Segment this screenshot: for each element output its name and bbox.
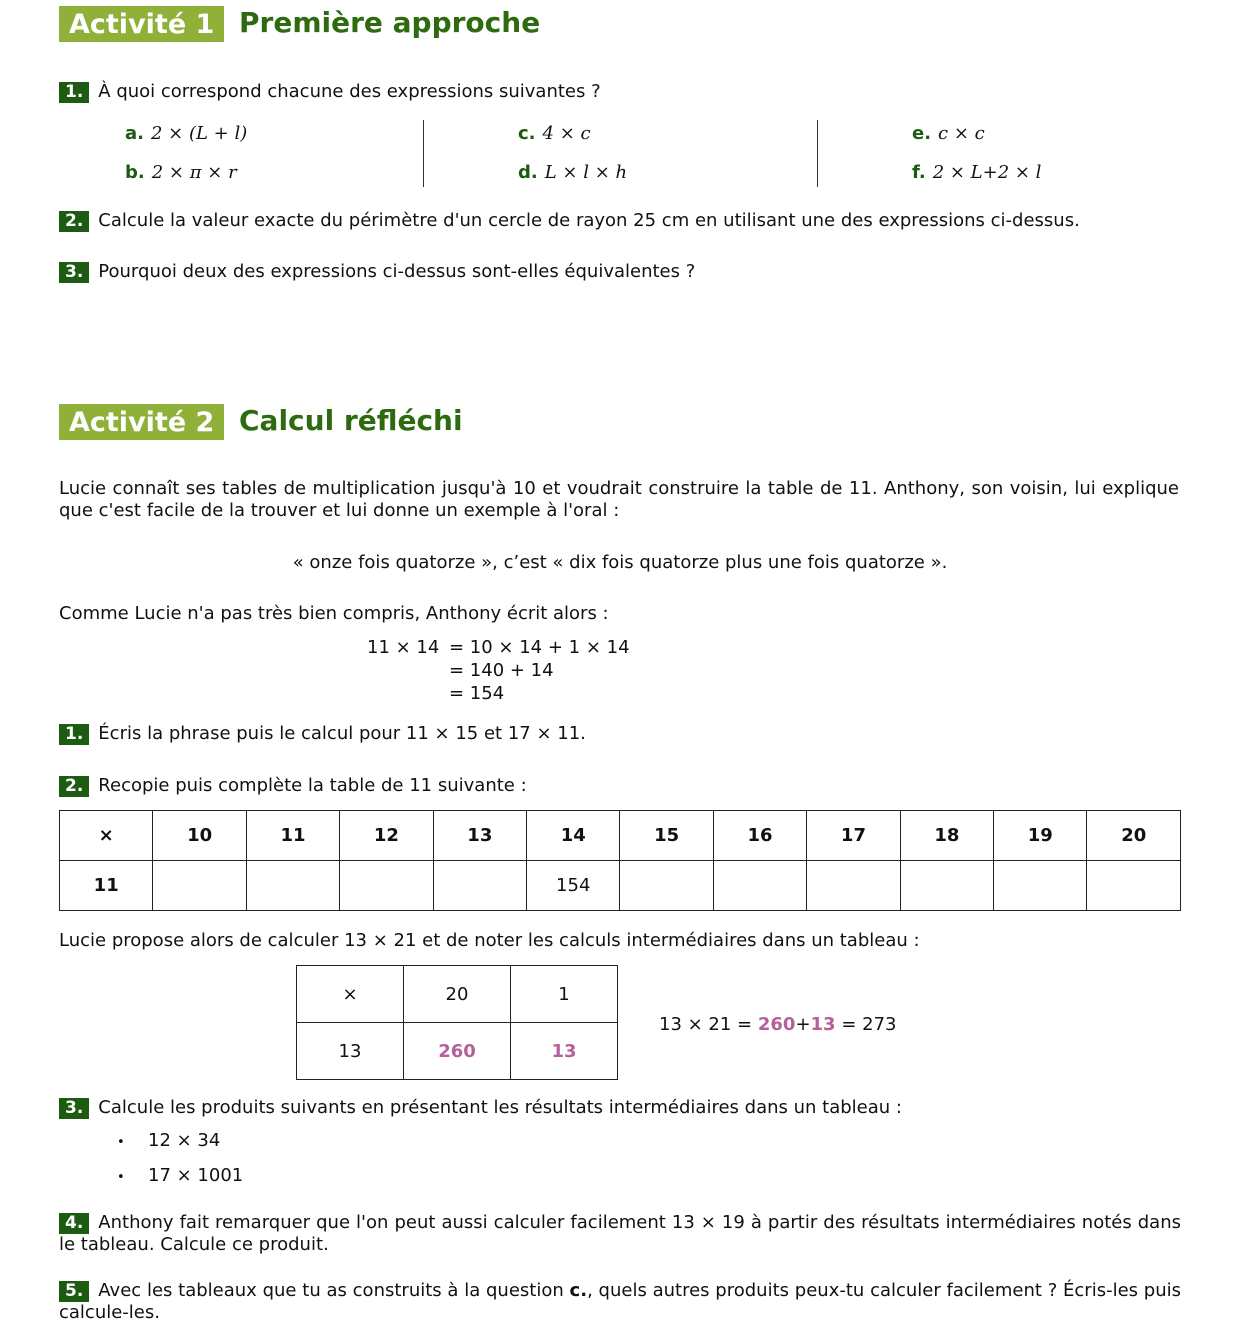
expression-label: e. [912,123,932,144]
question-number: 3. [59,262,89,283]
table-cell: 20 [404,966,511,1023]
expression-label: c. [518,123,536,144]
calc-line-2: = 140 + 14 [449,660,554,681]
question-text-after: , quels autres produits peux-tu calculer facilement ? Écris-les puis calcule-les. [59,1280,1182,1323]
table-cell: 17 [807,811,900,861]
table-cell: 11 [246,811,339,861]
activity2-question-4 [59,1212,1181,1256]
activity1-tag: Activité 1 [59,6,224,42]
question-text: À quoi correspond chacune des expressions suivantes ? [98,81,601,102]
table-cell: 13 [511,1023,618,1080]
lucie-result [659,1013,896,1036]
question-text: Calcule les produits suivants en présentant les résultats intermédiaires dans un tableau : [98,1097,902,1118]
intro-paragraph: Lucie connaît ses tables de multiplication jusqu'à 10 et voudrait construire la table de 11. Anthony, son voisin, lui explique que c'est facile de la trouver et lui donne un exemple à l'oral : [59,478,1179,521]
column-divider [817,120,818,187]
lucie-sentence: Lucie propose alors de calculer 13 × 21 et de noter les calculs intermédiaires dans un tableau : [59,930,920,951]
table-cell: 154 [527,861,620,911]
expression-f [912,161,1041,185]
table-cell: 11 [60,861,153,911]
expression-label: f. [912,162,926,183]
question-text-before: Avec les tableaux que tu as construits à la question [98,1280,570,1301]
result-part-1: 260 [757,1014,796,1035]
table-cell [620,861,713,911]
expression-label: b. [125,162,145,183]
result-prefix: 13 × 21 = [659,1014,758,1035]
calc-line-3: = 154 [449,683,505,704]
bullet-text: 12 × 34 [148,1130,221,1151]
table-row [297,1023,618,1080]
activity2-question-5 [59,1280,1181,1324]
question-number: 3. [59,1098,89,1119]
expression-label: d. [518,162,538,183]
result-part-2: 13 [810,1014,836,1035]
activity2-title: Calcul réfléchi [239,404,463,437]
table-header-row [297,966,618,1023]
bullet-text: 17 × 1001 [148,1165,244,1186]
question-number: 2. [59,211,89,232]
expression-a [125,122,247,146]
question-text: Pourquoi deux des expressions ci-dessus sont-elles équivalentes ? [98,261,696,282]
question-text: Calcule la valeur exacte du périmètre d'un cercle de rayon 25 cm en utilisant une des expressions ci-dessus. [98,210,1080,231]
activity2-tag: Activité 2 [59,404,224,440]
result-suffix: = 273 [835,1014,897,1035]
question-text: Anthony fait remarquer que l'on peut aussi calculer facilement 13 × 19 à partir des résultats intermédiaires notés dans le tableau. Calcule ce produit. [59,1212,1181,1255]
table-cell [807,861,900,911]
question-number: 1. [59,82,89,103]
activity1-question-2 [59,209,1080,232]
table-cell: 13 [433,811,526,861]
table-cell [994,861,1087,911]
bullet-item [117,1164,243,1190]
table-cell: 10 [153,811,246,861]
column-divider [423,120,424,187]
comme-sentence: Comme Lucie n'a pas très bien compris, Anthony écrit alors : [59,603,609,624]
table-cell: 1 [511,966,618,1023]
table-cell [153,861,246,911]
table-cell: × [297,966,404,1023]
activity1-question-3 [59,260,695,283]
expression-value: 4 × c [542,123,591,144]
expression-label: a. [125,123,144,144]
table-cell [340,861,433,911]
table-cell [246,861,339,911]
question-text: Écris la phrase puis le calcul pour 11 × 15 et 17 × 11. [98,723,586,744]
table-cell: 260 [404,1023,511,1080]
table-cell: × [60,811,153,861]
activity1-question-1 [59,80,601,103]
oral-quote: « onze fois quatorze », c’est « dix fois quatorze plus une fois quatorze ». [292,552,948,573]
table-cell: 16 [713,811,806,861]
table-cell: 12 [340,811,433,861]
activity2-question-1 [59,722,586,745]
table-cell [433,861,526,911]
table-cell: 14 [527,811,620,861]
lucie-table [296,965,618,1080]
activity2-question-2 [59,774,527,797]
table-header-row [60,811,1181,861]
expression-value: 2 × (L + l) [150,123,248,144]
table-cell [713,861,806,911]
bullet-item [117,1129,220,1155]
question-number: 1. [59,724,89,745]
activity2-question-3 [59,1096,902,1119]
table-row [60,861,1181,911]
expression-d [518,161,627,185]
calc-line-1-left: 11 × 14 [367,637,440,658]
multiplication-table-11 [59,810,1181,911]
expression-value: c × c [938,123,985,144]
table-cell [900,861,993,911]
table-cell: 18 [900,811,993,861]
result-plus: + [795,1014,811,1035]
expression-e [912,122,985,146]
calc-line-1-right: = 10 × 14 + 1 × 14 [449,637,630,658]
expression-value: 2 × L+2 × l [932,162,1042,183]
table-cell: 20 [1087,811,1181,861]
expression-b [125,161,237,185]
table-cell: 13 [297,1023,404,1080]
question-number: 2. [59,776,89,797]
question-number: 5. [59,1281,89,1302]
table-cell [1087,861,1181,911]
table-cell: 15 [620,811,713,861]
expression-value: 2 × π × r [151,162,237,183]
table-cell: 19 [994,811,1087,861]
expression-value: L × l × h [544,162,628,183]
bullet-dot: • [117,1135,125,1150]
activity1-title: Première approche [239,6,541,39]
question-text: Recopie puis complète la table de 11 suivante : [98,775,527,796]
bullet-dot: • [117,1170,125,1185]
expression-c [518,122,591,146]
question-number: 4. [59,1213,89,1234]
question-reference: c. [569,1280,588,1301]
